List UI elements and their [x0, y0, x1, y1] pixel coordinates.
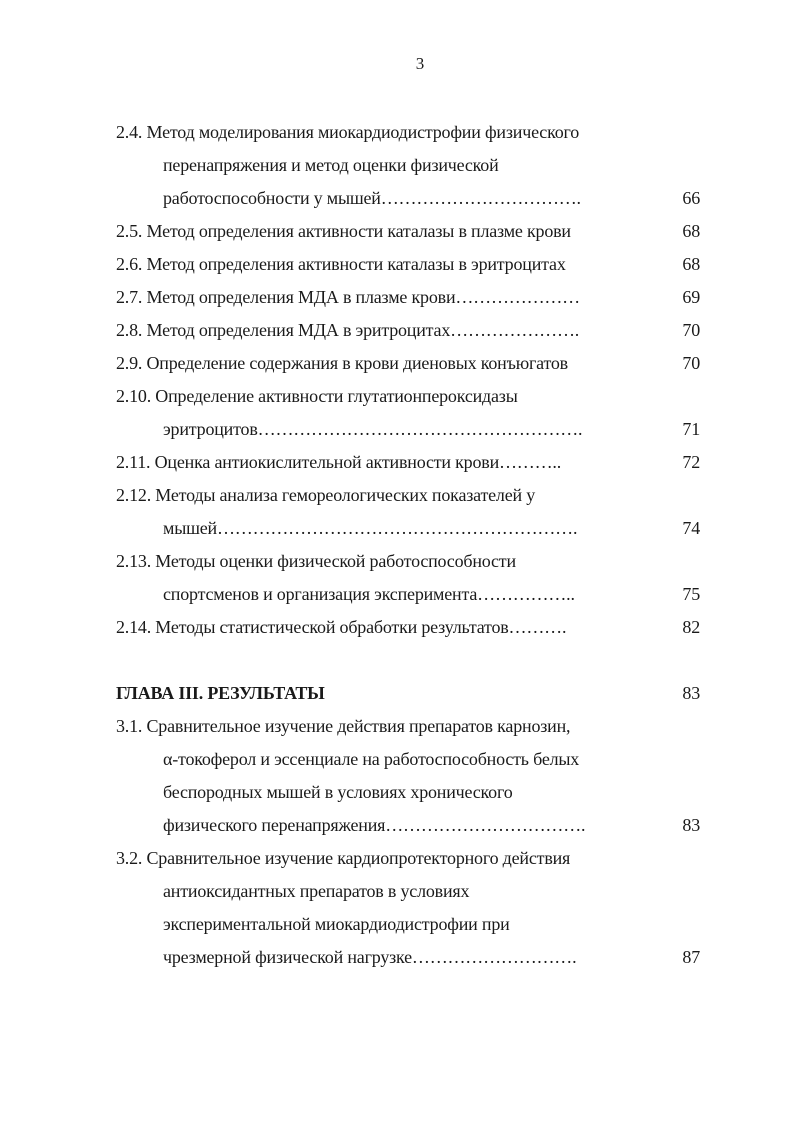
toc-line	[116, 578, 706, 611]
chapter-heading	[116, 677, 706, 710]
toc-page: 66	[682, 188, 700, 208]
toc-line-text: 2.7. Метод определения МДА в плазме крови…………………	[116, 287, 580, 307]
toc-line	[116, 809, 706, 842]
toc-page: 69	[682, 287, 700, 307]
toc-line-text: мышей…………………………………………………….	[163, 518, 578, 538]
spacer	[116, 644, 706, 677]
toc-page: 70	[682, 320, 700, 340]
toc-entry-2-14[interactable]	[116, 611, 706, 644]
toc-page: 74	[682, 518, 700, 538]
toc-entry-2-10[interactable]	[116, 380, 706, 446]
toc-page: 83	[682, 683, 700, 703]
toc-entry-2-11[interactable]	[116, 446, 706, 479]
toc-line-text: физического перенапряжения…………………………….	[163, 815, 586, 835]
toc-entry-2-12[interactable]	[116, 479, 706, 545]
toc-line	[116, 281, 706, 314]
toc-line: 2.12. Методы анализа гемореологических показателей у	[116, 485, 536, 505]
toc-line	[116, 215, 706, 248]
toc-page: 83	[682, 815, 700, 835]
toc-line: 2.13. Методы оценки физической работоспособности	[116, 551, 516, 571]
toc-page: 72	[682, 452, 700, 472]
toc-entry-3-1[interactable]	[116, 710, 706, 842]
toc-line	[116, 347, 706, 380]
toc-page: 87	[682, 947, 700, 967]
toc-line	[116, 314, 706, 347]
toc-line-text: спортсменов и организация эксперимента……………..	[163, 584, 575, 604]
toc-line-text: 2.9. Определение содержания в крови диеновых конъюгатов	[116, 353, 568, 373]
toc-line: 3.2. Сравнительное изучение кардиопротекторного действия	[116, 848, 571, 868]
toc-line	[116, 512, 706, 545]
toc-line-text: 2.8. Метод определения МДА в эритроцитах………………….	[116, 320, 580, 340]
toc-line: α-токоферол и эссенциале на работоспособность белых	[163, 749, 580, 769]
toc-entry-2-13[interactable]	[116, 545, 706, 611]
table-of-contents	[116, 116, 706, 974]
toc-page: 75	[682, 584, 700, 604]
toc-line: 2.10. Определение активности глутатионпероксидазы	[116, 386, 518, 406]
toc-line	[116, 941, 706, 974]
toc-line-text: чрезмерной физической нагрузке……………………….	[163, 947, 577, 967]
toc-entry-2-4[interactable]	[116, 116, 706, 215]
toc-line-text: 2.6. Метод определения активности каталазы в эритроцитах	[116, 254, 566, 274]
toc-page: 70	[682, 353, 700, 373]
page-number: 3	[415, 54, 425, 73]
toc-page: 82	[682, 617, 700, 637]
toc-line: 3.1. Сравнительное изучение действия препаратов карнозин,	[116, 716, 571, 736]
toc-line-text: 2.5. Метод определения активности каталазы в плазме крови	[116, 221, 571, 241]
toc-line	[116, 446, 706, 479]
toc-chapter-3[interactable]	[116, 677, 706, 710]
toc-page: 71	[682, 419, 700, 439]
toc-entry-2-6[interactable]	[116, 248, 706, 281]
toc-page: 68	[682, 221, 700, 241]
toc-line: экспериментальной миокардиодистрофии при	[163, 914, 510, 934]
toc-line-text: 2.14. Методы статистической обработки результатов……….	[116, 617, 567, 637]
toc-line-text: 2.11. Оценка антиокислительной активности крови………..	[116, 452, 562, 472]
toc-line: антиоксидантных препаратов в условиях	[163, 881, 470, 901]
toc-page: 68	[682, 254, 700, 274]
toc-line	[116, 413, 706, 446]
toc-entry-2-7[interactable]	[116, 281, 706, 314]
toc-line	[116, 182, 706, 215]
toc-entry-2-9[interactable]	[116, 347, 706, 380]
toc-line	[116, 611, 706, 644]
chapter-title: ГЛАВА III. РЕЗУЛЬТАТЫ	[116, 683, 325, 703]
toc-line-text: эритроцитов……………………………………………….	[163, 419, 583, 439]
toc-entry-2-8[interactable]	[116, 314, 706, 347]
toc-line	[116, 248, 706, 281]
toc-line: 2.4. Метод моделирования миокардиодистрофии физического	[116, 122, 580, 142]
toc-entry-3-2[interactable]	[116, 842, 706, 974]
toc-entry-2-5[interactable]	[116, 215, 706, 248]
toc-line: перенапряжения и метод оценки физической	[163, 155, 499, 175]
toc-line-text: работоспособности у мышей…………………………….	[163, 188, 581, 208]
toc-line: беспородных мышей в условиях хронического	[163, 782, 513, 802]
